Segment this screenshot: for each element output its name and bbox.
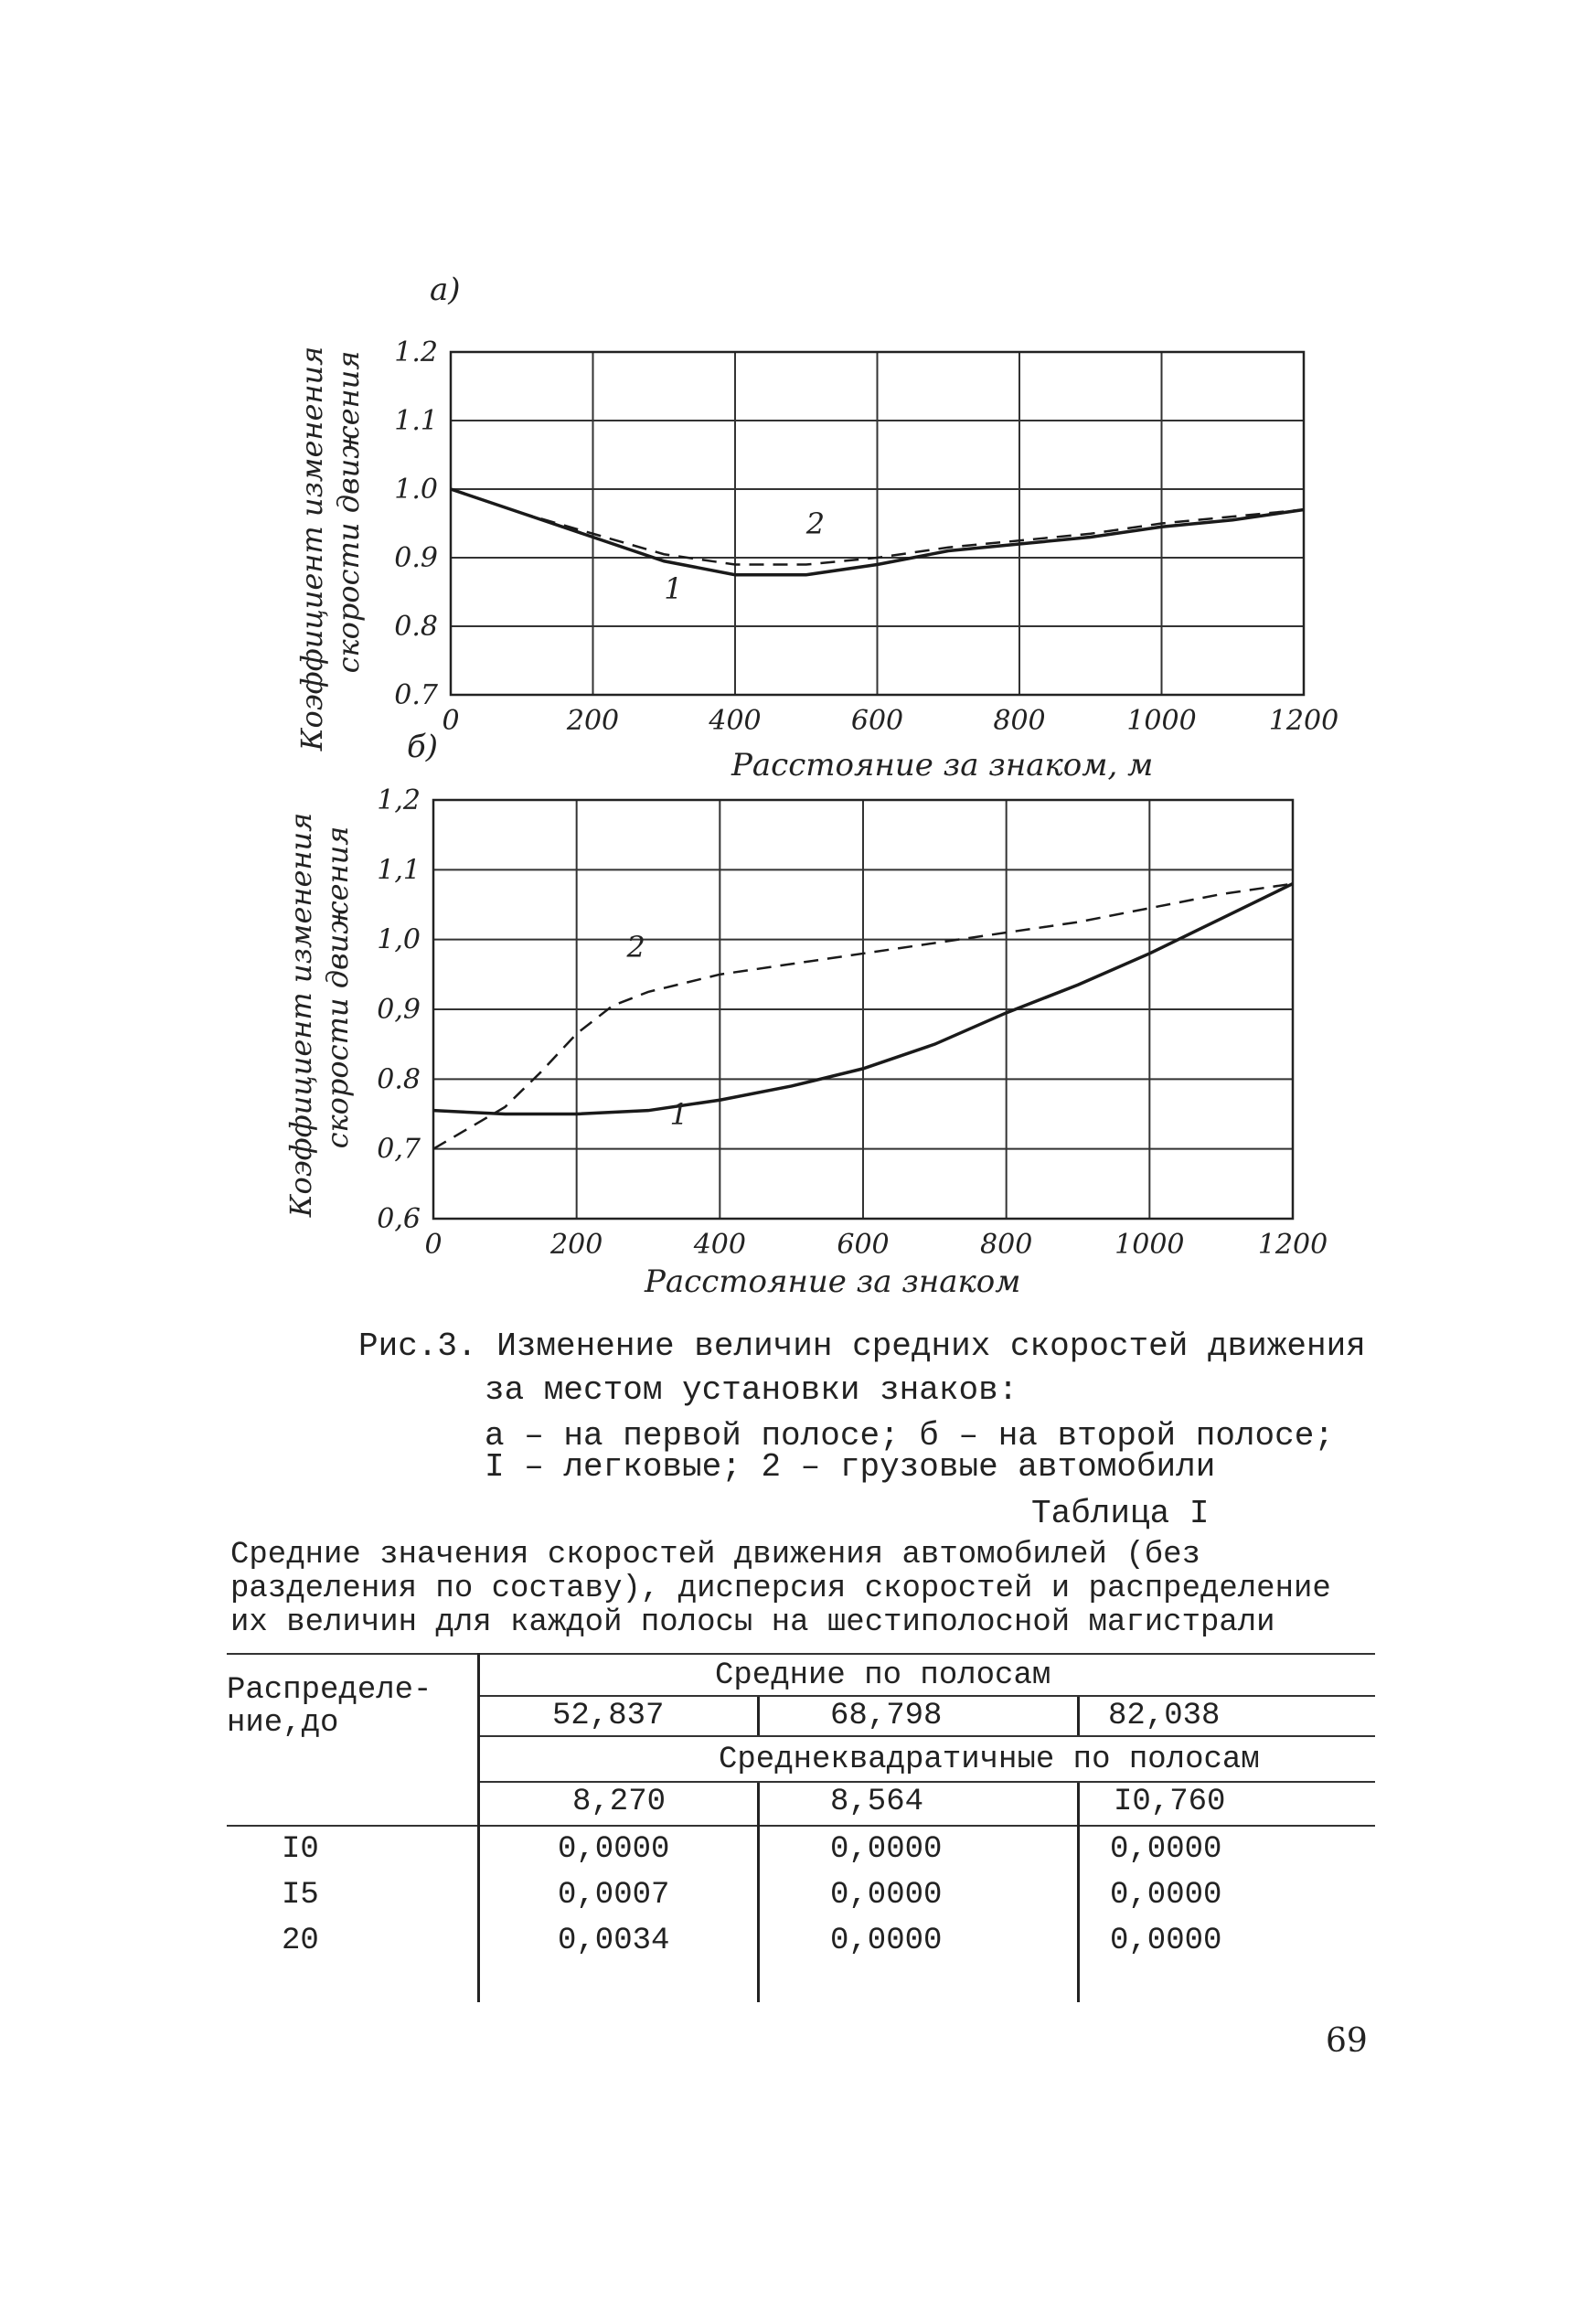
- y-tick-label: 1,2: [377, 784, 421, 816]
- y-tick-label: 0,6: [377, 1203, 421, 1235]
- means-header: Средние по полосам: [715, 1658, 1051, 1693]
- y-tick-label: 0.8: [394, 611, 438, 643]
- series-annotation-1: 1: [664, 571, 683, 606]
- row-value: 0,0000: [1110, 1832, 1222, 1867]
- series-annotation-2: 2: [626, 929, 645, 965]
- y-axis-title-a-line2: скорости движения: [331, 350, 366, 674]
- row-value: 0,0000: [558, 1832, 670, 1867]
- row-label: I0: [282, 1832, 319, 1867]
- row-header-line1: Распределе-: [227, 1673, 432, 1708]
- x-axis-title-a: Расстояние за знаком, м: [731, 747, 1154, 784]
- row-value: 0,0000: [830, 1924, 943, 1958]
- y-tick-label: 0,9: [377, 994, 421, 1026]
- series-annotation-1: 1: [669, 1096, 688, 1132]
- y-tick-label: 1,0: [377, 923, 421, 956]
- table-description: Средние значения скоростей движения автомобилей (без разделения по составу), дисперсия скоростей и распределение их величин для каждой полосы на шестиполосной магистрали: [230, 1538, 1331, 1640]
- y-axis-title-b-line1: Коэффициент изменения: [283, 812, 318, 1218]
- x-tick-label: 1000: [1114, 1229, 1185, 1261]
- std-header: Среднеквадратичные по полосам: [719, 1743, 1260, 1777]
- std-lane-2: 8,564: [830, 1785, 924, 1819]
- mean-lane-2: 68,798: [830, 1699, 943, 1733]
- row-value: 0,0007: [558, 1878, 670, 1913]
- series-annotation-2: 2: [805, 506, 826, 541]
- y-tick-label: 0.8: [377, 1063, 421, 1096]
- row-value: 0,0034: [558, 1924, 670, 1958]
- x-tick-label: 0: [442, 705, 460, 737]
- x-tick-label: 600: [837, 1229, 890, 1261]
- y-axis-title-b-line2: скорости движения: [320, 826, 355, 1149]
- caption-line-1: Рис.3. Изменение величин средних скоростей движения: [358, 1327, 1366, 1365]
- y-tick-label: 0.7: [394, 679, 438, 711]
- y-tick-label: 0,7: [377, 1133, 421, 1166]
- row-value: 0,0000: [1110, 1924, 1222, 1958]
- x-tick-label: 800: [993, 705, 1046, 737]
- table-title: Таблица I: [1031, 1495, 1210, 1532]
- x-tick-label: 200: [550, 1229, 603, 1261]
- y-tick-label: 1,1: [377, 854, 421, 887]
- row-value: 0,0000: [830, 1832, 943, 1867]
- std-lane-1: 8,270: [572, 1785, 667, 1819]
- row-value: 0,0000: [1110, 1878, 1222, 1913]
- x-tick-label: 600: [850, 705, 904, 737]
- row-label: 20: [282, 1924, 319, 1958]
- x-tick-label: 1200: [1268, 705, 1339, 737]
- x-tick-label: 800: [980, 1229, 1033, 1261]
- y-tick-label: 1.1: [394, 405, 438, 437]
- page-number: 69: [1326, 2022, 1368, 2060]
- mean-lane-3: 82,038: [1108, 1699, 1221, 1733]
- caption-line-4: I – легковые; 2 – грузовые автомобили: [485, 1448, 1216, 1486]
- panel-label-b: б): [407, 729, 439, 765]
- x-tick-label: 0: [424, 1229, 443, 1261]
- caption-line-2: за местом установки знаков:: [485, 1371, 1018, 1409]
- x-tick-label: 1000: [1126, 705, 1197, 737]
- panel-label-a: а): [430, 272, 461, 308]
- row-header-line2: ние,до: [227, 1706, 339, 1741]
- y-axis-title-b: [283, 813, 355, 1219]
- std-lane-3: I0,760: [1114, 1785, 1226, 1819]
- x-axis-title-b: Расстояние за знаком: [645, 1263, 1021, 1300]
- x-tick-label: 400: [693, 1229, 746, 1261]
- row-label: I5: [282, 1878, 319, 1913]
- y-tick-label: 1.0: [394, 474, 438, 506]
- grid-b: [433, 800, 1293, 1219]
- row-value: 0,0000: [830, 1878, 943, 1913]
- y-tick-label: 0.9: [394, 542, 438, 574]
- data-table: [227, 1653, 1375, 2002]
- y-axis-title-a-line1: Коэффициент изменения: [294, 346, 329, 752]
- x-tick-label: 400: [709, 705, 762, 737]
- mean-lane-1: 52,837: [552, 1699, 665, 1733]
- x-tick-label: 1200: [1257, 1229, 1328, 1261]
- caption-line-3: а – на первой полосе; б – на второй полосе;: [485, 1417, 1334, 1455]
- y-tick-label: 1.2: [394, 336, 438, 368]
- x-tick-label: 200: [566, 705, 620, 737]
